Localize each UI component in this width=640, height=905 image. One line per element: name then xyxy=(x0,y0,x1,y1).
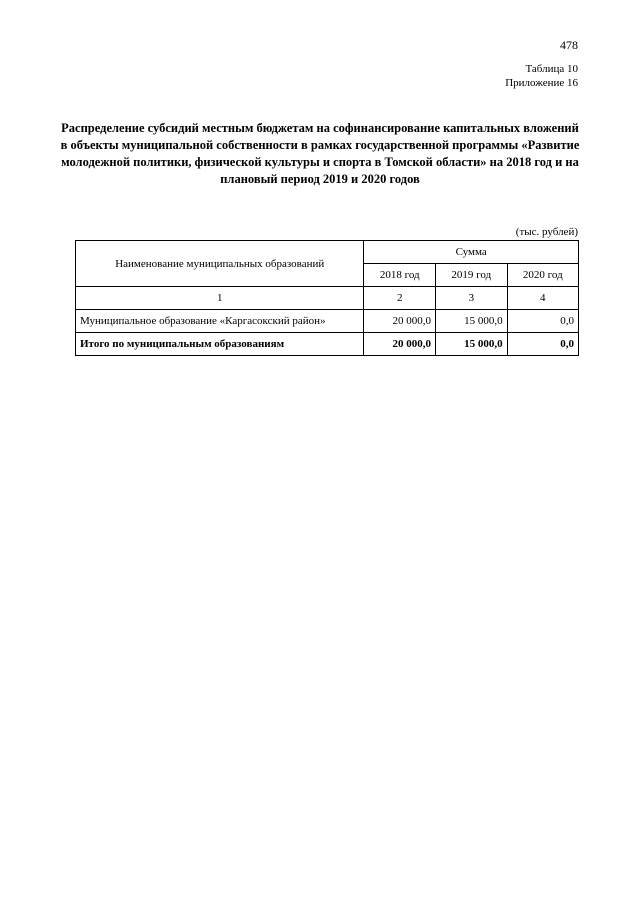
row-value-2020: 0,0 xyxy=(507,310,578,333)
column-number-row xyxy=(76,287,579,310)
header-year-2019: 2019 год xyxy=(436,264,508,287)
table-number-label: Таблица 10 xyxy=(525,63,578,75)
column-number-1: 1 xyxy=(76,287,364,310)
row-name: Муниципальное образование «Каргасокский район» xyxy=(76,310,364,333)
row-value-2019: 15 000,0 xyxy=(436,310,508,333)
total-row xyxy=(76,333,579,356)
column-number-4: 4 xyxy=(507,287,578,310)
header-name: Наименование муниципальных образований xyxy=(76,241,364,287)
units-label: (тыс. рублей) xyxy=(515,226,578,238)
header-year-2020: 2020 год xyxy=(507,264,578,287)
row-value-2018: 20 000,0 xyxy=(364,310,436,333)
document-title: Распределение субсидий местным бюджетам на софинансирование капитальных вложений в объекты муниципальной собственности в рамках государственной программы «Развитие молодежной политики, физической культуры и спорта в Томской области» на 2018 год и на плановый период 2019 и 2020 годов xyxy=(60,121,580,186)
column-number-3: 3 xyxy=(436,287,508,310)
table-label-block xyxy=(505,62,578,90)
header-row-1 xyxy=(76,241,579,264)
column-number-2: 2 xyxy=(364,287,436,310)
subsidy-table xyxy=(75,240,579,356)
total-name: Итого по муниципальным образованиям xyxy=(76,333,364,356)
total-value-2018: 20 000,0 xyxy=(364,333,436,356)
total-value-2020: 0,0 xyxy=(507,333,578,356)
header-year-2018: 2018 год xyxy=(364,264,436,287)
appendix-label: Приложение 16 xyxy=(505,77,578,89)
table-row xyxy=(76,310,579,333)
header-sum: Сумма xyxy=(364,241,579,264)
page-number: 478 xyxy=(560,38,578,52)
total-value-2019: 15 000,0 xyxy=(436,333,508,356)
